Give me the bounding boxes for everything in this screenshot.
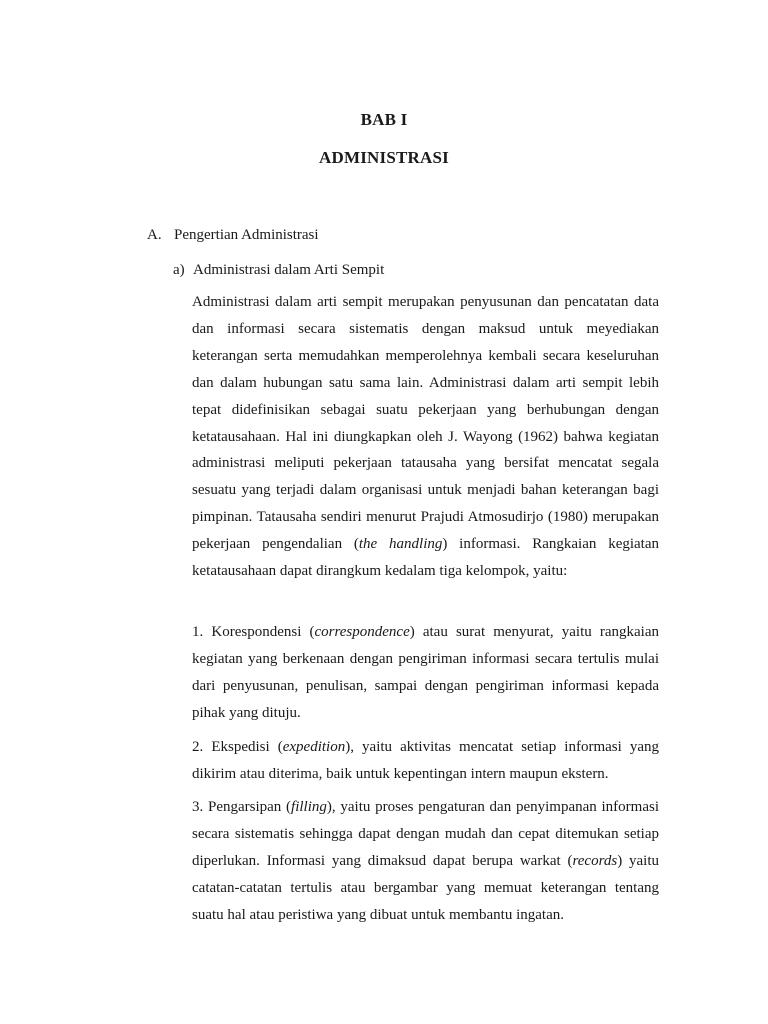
- list-item-text: ), yaitu aktivitas mencatat setiap informasi yang dikirim atau diterima, baik untuk kepentingan intern maupun ekstern.: [192, 739, 660, 782]
- chapter-title: ADMINISTRASI: [319, 148, 449, 167]
- list-item-text: ) atau surat menyurat, yaitu rangkaian kegiatan yang berkenaan dengan pengiriman informasi secara tertulis mulai dari penyusunan, penulisan, sampai dengan pengiriman informasi kepada pihak yang dituju.: [192, 624, 659, 721]
- section-heading: [147, 225, 319, 245]
- list-item: [192, 734, 659, 788]
- section-marker: A.: [147, 227, 162, 243]
- list-item-text: 1. Korespondensi (: [192, 624, 315, 640]
- paragraph-text: Administrasi dalam arti sempit merupakan penyusunan dan pencatatan data dan informasi secara sistematis dengan maksud untuk meyediakan keterangan serta memudahkan memperolehnya kembali secara keseluruhan dan dalam hubungan satu sama lain. Administrasi dalam arti sempit lebih tepat didefinisikan sebagai suatu pekerjaan yang berhubungan dengan ketatausahaan. Hal ini diungkapkan oleh J. Wayong (1962) bahwa kegiatan administrasi meliputi pekerjaan tatausaha yang bersifat mencatat segala sesuatu yang terjadi dalam organisasi untuk menjadi bahan keterangan bagi pimpinan. Tatausaha sendiri menurut Prajudi Atmosudirjo (1980) merupakan pekerjaan pengendalian (: [192, 294, 659, 553]
- list-item: [192, 794, 659, 929]
- chapter-heading: BAB I: [360, 110, 408, 129]
- list-item-text: ) yaitu catatan-catatan tertulis atau bergambar yang memuat keterangan tentang suatu hal atau peristiwa yang dibuat untuk membantu ingatan.: [192, 852, 659, 923]
- body-paragraph: [192, 289, 659, 585]
- list-item-text: 3. Pengarsipan (: [192, 799, 292, 815]
- list-item: [192, 619, 659, 727]
- list-item-text: 2. Ekspedisi (: [192, 739, 283, 755]
- italic-term: correspondence: [314, 624, 410, 640]
- italic-term: expedition: [282, 739, 346, 755]
- italic-term: the handling: [358, 536, 443, 553]
- subsection-heading: [173, 260, 384, 280]
- paragraph-text: ) informasi. Rangkaian kegiatan ketatausahaan dapat dirangkum kedalam tiga kelompok, yaitu:: [192, 536, 659, 580]
- italic-term: records: [572, 852, 618, 869]
- subsection-marker: a): [173, 262, 185, 278]
- subsection-label: Administrasi dalam Arti Sempit: [193, 262, 385, 278]
- section-label: Pengertian Administrasi: [174, 227, 319, 243]
- list-item-text: ), yaitu proses pengaturan dan penyimpanan informasi secara sistematis sehingga dapat dengan mudah dan cepat ditemukan setiap diperlukan. Informasi yang dimaksud dapat berupa warkat (: [192, 799, 659, 869]
- italic-term: filling: [291, 799, 327, 815]
